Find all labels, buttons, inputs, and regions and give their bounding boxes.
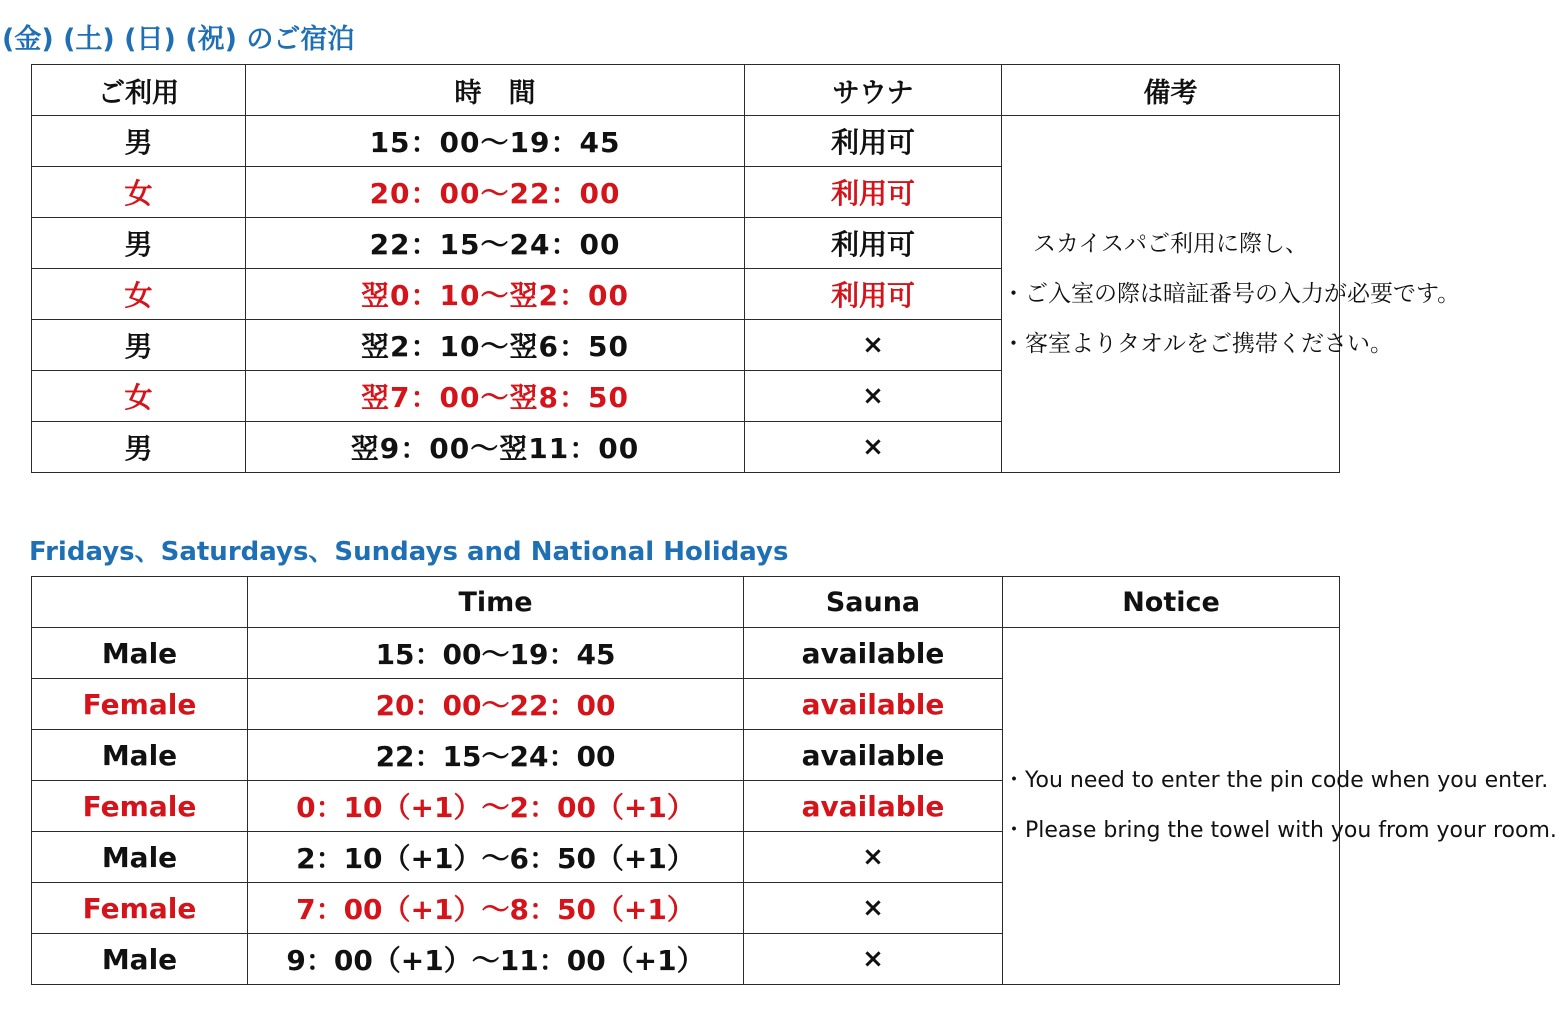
table-row (32, 628, 1340, 679)
japanese-section-heading: (金) (土) (日) (祝) のご宿泊 (2, 24, 355, 55)
notes-line: ・客室よりタオルをご携帯ください。 (1002, 331, 1393, 357)
header-time: Time (248, 577, 744, 628)
header-sauna: サウナ (745, 65, 1002, 116)
row-user: 男 (32, 116, 246, 167)
row-sauna: 利用可 (745, 218, 1002, 269)
notes-line: ・Please bring the towel with you from your room. (1003, 818, 1557, 843)
row-time: 9：00（+1）～11：00（+1） (248, 934, 744, 985)
row-user: Female (32, 679, 248, 730)
table-header-row (32, 65, 1340, 116)
row-time: 2：10（+1）～6：50（+1） (248, 832, 744, 883)
row-user: 女 (32, 269, 246, 320)
row-sauna: available (744, 730, 1003, 781)
header-use: ご利用 (32, 65, 246, 116)
row-user: Male (32, 832, 248, 883)
row-time: 7：00（+1）～8：50（+1） (248, 883, 744, 934)
row-sauna: 利用可 (745, 269, 1002, 320)
header-notes: 備考 (1002, 65, 1340, 116)
row-time: 15：00～19：45 (248, 628, 744, 679)
row-sauna: × (744, 832, 1003, 883)
row-user: Female (32, 883, 248, 934)
row-user: Male (32, 628, 248, 679)
row-time: 翌9：00～翌11：00 (246, 422, 745, 473)
table-row (32, 116, 1340, 167)
notes-line: ・You need to enter the pin code when you enter. (1003, 768, 1549, 793)
row-time: 翌7：00～翌8：50 (246, 371, 745, 422)
row-sauna: available (744, 679, 1003, 730)
header-sauna: Sauna (744, 577, 1003, 628)
row-user: 男 (32, 218, 246, 269)
row-time: 翌2：10～翌6：50 (246, 320, 745, 371)
row-time: 15：00～19：45 (246, 116, 745, 167)
row-sauna: available (744, 628, 1003, 679)
row-user: 女 (32, 371, 246, 422)
row-sauna: × (745, 422, 1002, 473)
row-sauna: available (744, 781, 1003, 832)
header-use (32, 577, 248, 628)
row-time: 0：10（+1）～2：00（+1） (248, 781, 744, 832)
row-time: 22：15～24：00 (246, 218, 745, 269)
header-notes: Notice (1003, 577, 1340, 628)
row-sauna: × (744, 883, 1003, 934)
row-sauna: 利用可 (745, 116, 1002, 167)
table-header-row (32, 577, 1340, 628)
row-user: 男 (32, 320, 246, 371)
row-time: 20：00～22：00 (246, 167, 745, 218)
row-sauna: × (745, 320, 1002, 371)
japanese-schedule-table (31, 64, 1461, 473)
row-sauna: 利用可 (745, 167, 1002, 218)
notes-cell (1003, 628, 1557, 985)
english-section-heading: Fridays、Saturdays、Sundays and National Holidays (29, 537, 789, 567)
header-time: 時 間 (246, 65, 745, 116)
row-time: 20：00～22：00 (248, 679, 744, 730)
english-schedule-table (31, 576, 1557, 985)
row-user: Female (32, 781, 248, 832)
row-sauna: × (745, 371, 1002, 422)
row-user: Male (32, 934, 248, 985)
notes-cell (1002, 116, 1461, 473)
row-time: 翌0：10～翌2：00 (246, 269, 745, 320)
row-user: 男 (32, 422, 246, 473)
row-time: 22：15～24：00 (248, 730, 744, 781)
notes-line: ・ご入室の際は暗証番号の入力が必要です。 (1002, 281, 1461, 307)
notes-line: スカイスパご利用に際し、 (1032, 231, 1309, 257)
row-sauna: × (744, 934, 1003, 985)
row-user: Male (32, 730, 248, 781)
row-user: 女 (32, 167, 246, 218)
